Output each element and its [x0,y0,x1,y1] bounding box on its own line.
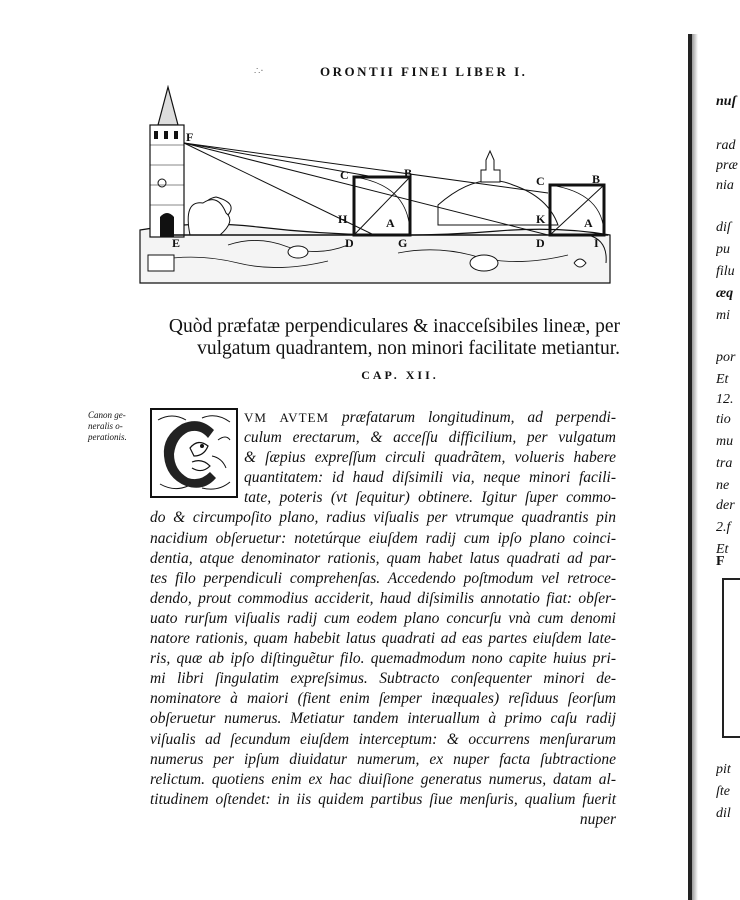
text-line: titudinem oſtendet: in iis quidem partibus ſiue menſuris, qualium fuerit [150,790,616,808]
chapter-title-line: Quòd præfatæ perpendiculares & inacceſsibiles lineæ, per [168,316,620,337]
margin-note-line: neralis o- [88,421,123,431]
running-head: ORONTII FINEI LIBER I. [320,64,528,79]
text-line: do & circumpoſito plano, radius viſualis per vtrumque quadrantis pin [150,509,616,527]
chapter-title-line: vulgatum quadrantem, non minori facilitate metiantur. [197,338,620,359]
figure-label-c: C [340,168,349,182]
text-line: nominatore à maiori (fient enim ſemper inæquales) reſiduus ſeorſum [150,690,616,708]
text-line: VM AVTEM præfatarum longitudinum, ad perpendi- [244,409,616,426]
facing-fragment: por [716,350,736,365]
text-line: relictum. quotiens enim ex hac diuiſione generatus numerus, datam al- [150,770,616,788]
facing-fragment: rad [716,138,736,153]
figure-label-d: D [536,236,545,250]
figure-label-b: B [404,166,413,180]
initial-letter-c-icon [152,410,236,496]
chapter-title [160,316,620,360]
figure-label-a: A [584,216,593,230]
facing-fragment: nia [716,178,734,193]
facing-figure-edge [722,578,740,738]
facing-fragment: filu [716,264,735,279]
facing-fragment: dil [716,806,731,821]
facing-fragment: præ [716,158,738,173]
figure-label-k: K [536,212,546,226]
facing-fragment: nuſ [716,94,737,109]
facing-fragment: pu [716,242,730,257]
text-line: natore rationis, quam habebit latus quadrati ad eas partes eiuſdem late- [150,630,616,648]
facing-fragment: 12. [716,392,734,407]
text-line: uato rurſum viſualis radij cum eodem plano concurſu vnà cum denomi [150,609,616,627]
quadrant-frame [354,177,410,235]
facing-fragment: mu [716,434,734,449]
text-line: tate, poteris (vt ſequitur) obtinere. Igitur ſuper commo- [244,489,616,507]
text-line: numerus per ipſum diuidatur numerum, ex nuper facta ſubtractione [150,750,616,768]
figure-label-e: E [172,236,181,250]
text-line: quantitatem: id haud diſsimili via, neque minori facili- [244,469,616,487]
facing-fragment: diſ [716,220,731,235]
margin-note-line: Canon ge- [88,410,126,420]
figure-label-a: A [386,216,395,230]
facing-fragment: F [716,554,725,569]
figure-label-c: C [536,174,545,188]
decorated-initial [150,408,238,498]
facing-page-edge [716,0,740,900]
facing-fragment: 2.f [716,520,731,535]
figure-label-d: D [345,236,354,250]
facing-fragment: tio [716,412,731,427]
margin-note-line: perationis. [88,432,127,442]
quadrant-frame [550,185,604,235]
facing-fragment: ſte [716,784,730,799]
text-line: nacidium obſeruetur: notetúrque eiuſdem radij cum ipſo plano coinci- [150,529,616,547]
gutter-shadow [692,34,698,900]
facing-fragment: Et [716,372,729,387]
opening-words: VM AVTEM [244,410,330,425]
text-line: & ſæpius expreſſum circuli quadrãtem, volueris habere [244,449,616,467]
text-line: dendo, prout commodius acciderit, haud diſsimilis annotatio fiat: obſer- [150,589,616,607]
text-line: obſeruetur numerus. Metiatur tandem interuallum à primo caſu radij [150,710,616,728]
facing-fragment: tra [716,456,733,471]
facing-fragment: Et [716,542,729,557]
text-line: mi libri ſingulatim expreſsimus. Subtracto conſequenter minori de- [150,670,616,688]
woodcut-figure [138,85,612,290]
figure-label-f: F [186,130,194,144]
text-line: tes filo perpendiculi comprehenſas. Accedendo poſtmodum vel retroce- [150,569,616,587]
woodcut-illustration [138,85,612,290]
text-line: viſualis ad ſecundum eiuſdem interceptum: & occurrens menſurarum [150,730,616,748]
catchword: nuper [579,810,616,828]
tower [150,87,184,237]
facing-fragment: æq [716,286,734,301]
facing-fragment: der [716,498,735,513]
figure-label-g: G [398,236,408,250]
text-line: ris, quæ ab ipſo diſtinguẽtur filo. quemadmodum nono capite huius pri- [150,650,616,668]
figure-label-i: I [594,236,599,250]
chapter-number: CAP. XII. [361,368,439,382]
facing-fragment: mi [716,308,730,323]
facing-fragment: ne [716,478,730,493]
text-line: culum erectarum, & acceſſu difficilium, per vulgatum [244,429,616,447]
margin-note [88,410,148,443]
ornament-glyph: ∴· [254,66,264,77]
figure-label-b: B [592,172,601,186]
facing-fragment: pit [716,762,731,777]
text-line: dentia, atque denominator rationis, quam habet latus quadrati ad par- [150,549,616,567]
hill-castle [481,151,500,182]
figure-label-h: H [338,212,348,226]
